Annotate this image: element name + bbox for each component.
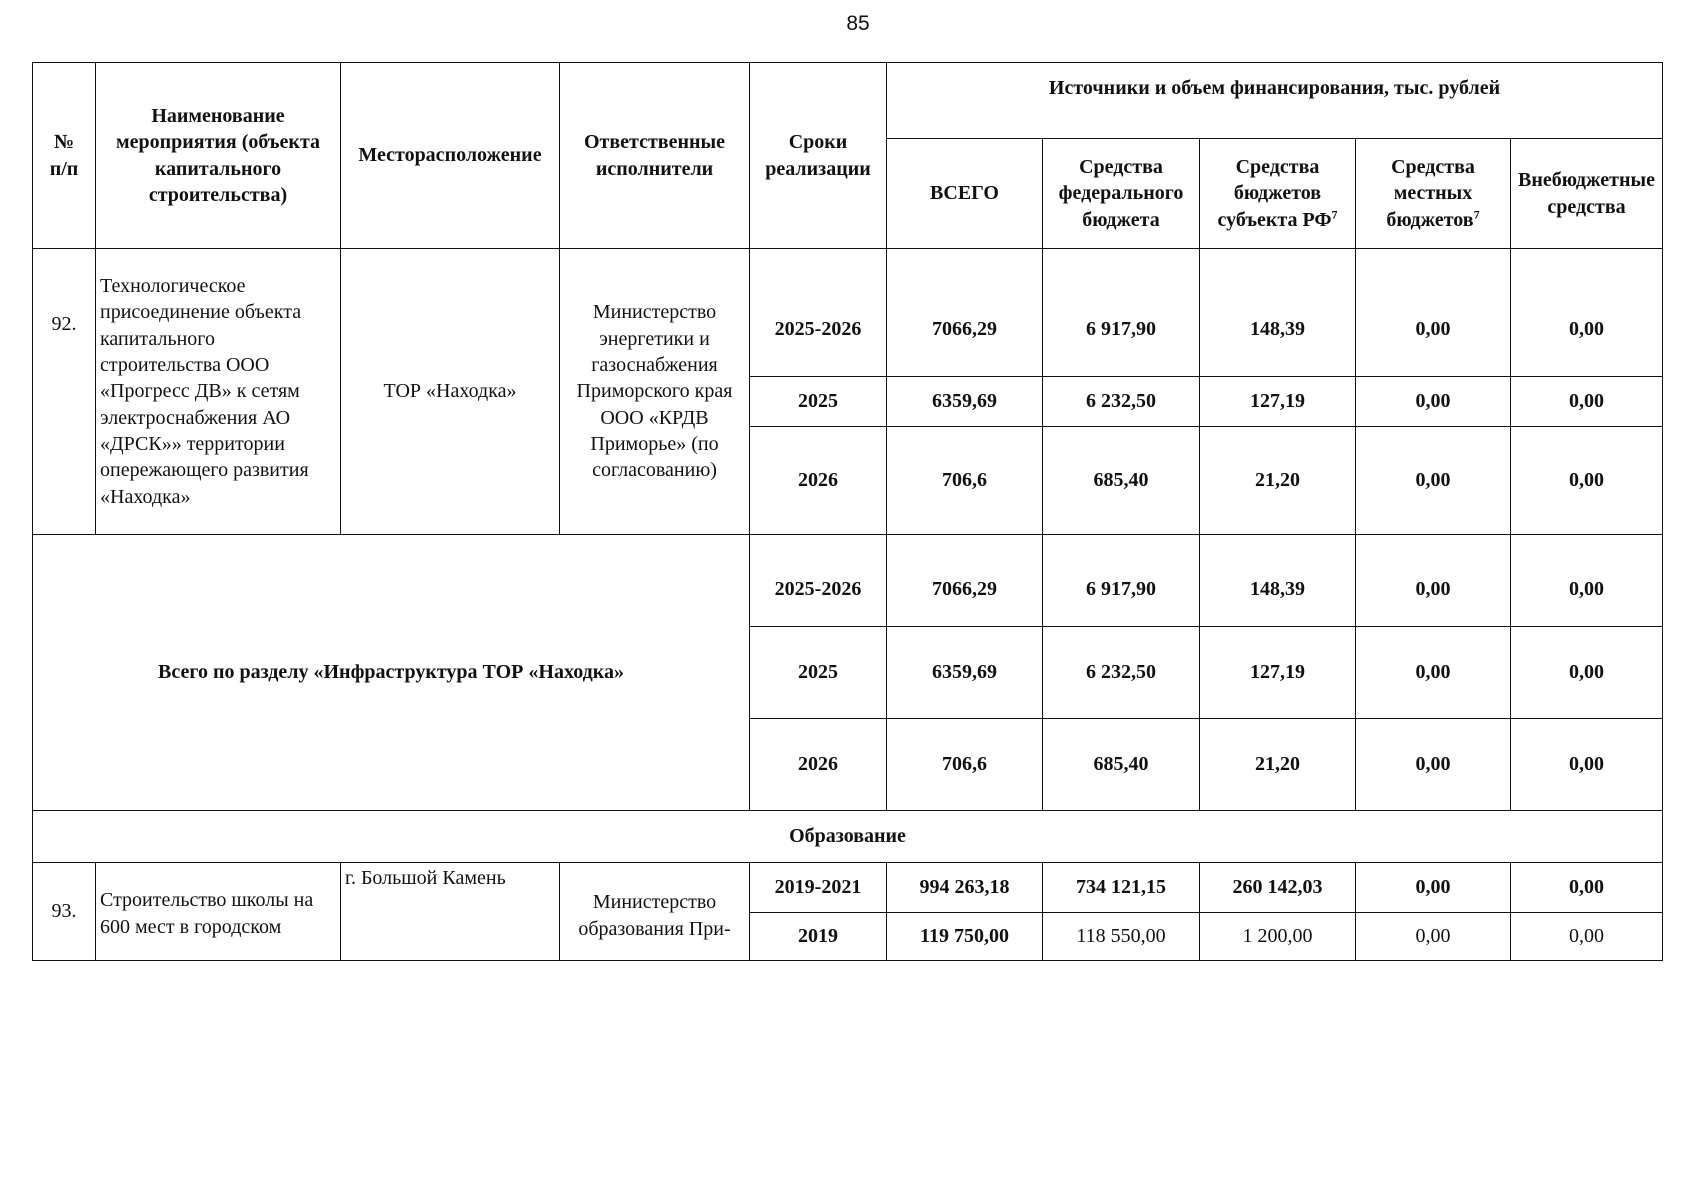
amount-total: 7066,29 — [887, 249, 1043, 377]
header-local — [1356, 139, 1511, 249]
amount-subject: 21,20 — [1200, 719, 1356, 811]
table-row — [33, 863, 1663, 913]
row-number: 92. — [33, 249, 96, 535]
event-location: ТОР «Находка» — [341, 249, 560, 535]
amount-total: 119 750,00 — [887, 913, 1043, 961]
header-local-text: Средства местных бюджетов — [1386, 155, 1475, 231]
amount-federal: 685,40 — [1043, 719, 1200, 811]
amount-local: 0,00 — [1356, 249, 1511, 377]
event-location: г. Большой Камень — [341, 863, 560, 961]
table-row — [33, 249, 1663, 377]
header-num — [33, 63, 96, 249]
event-responsible: Министерство образования При- — [560, 863, 750, 961]
amount-federal: 6 232,50 — [1043, 627, 1200, 719]
event-responsible: Министерство энергетики и газоснабжения Приморского края ООО «КРДВ Приморье» (по согласованию) — [560, 249, 750, 535]
financing-table — [32, 62, 1663, 961]
header-num-line1: № — [53, 131, 75, 154]
page-number: 85 — [846, 12, 870, 35]
section-title-education: Образование — [33, 811, 1663, 863]
header-total: ВСЕГО — [887, 139, 1043, 249]
amount-subject: 1 200,00 — [1200, 913, 1356, 961]
header-financing: Источники и объем финансирования, тыс. рублей — [887, 63, 1663, 139]
table-row — [33, 535, 1663, 627]
amount-federal: 6 232,50 — [1043, 377, 1200, 427]
amount-local: 0,00 — [1356, 377, 1511, 427]
header-extra: Внебюджетные средства — [1511, 139, 1663, 249]
header-subject — [1200, 139, 1356, 249]
header-row-1 — [33, 63, 1663, 139]
header-name: Наименование мероприятия (объекта капитального строительства) — [96, 63, 341, 249]
amount-extra: 0,00 — [1511, 377, 1663, 427]
term: 2025 — [750, 377, 887, 427]
amount-extra: 0,00 — [1511, 627, 1663, 719]
amount-total: 6359,69 — [887, 377, 1043, 427]
amount-local: 0,00 — [1356, 427, 1511, 535]
amount-federal: 6 917,90 — [1043, 535, 1200, 627]
amount-extra: 0,00 — [1511, 427, 1663, 535]
term: 2025-2026 — [750, 535, 887, 627]
amount-extra: 0,00 — [1511, 535, 1663, 627]
amount-extra: 0,00 — [1511, 863, 1663, 913]
amount-federal: 685,40 — [1043, 427, 1200, 535]
amount-extra: 0,00 — [1511, 913, 1663, 961]
event-name: Строительство школы на 600 мест в городском — [96, 863, 341, 961]
amount-subject: 148,39 — [1200, 249, 1356, 377]
amount-subject: 260 142,03 — [1200, 863, 1356, 913]
amount-total: 7066,29 — [887, 535, 1043, 627]
term: 2025 — [750, 627, 887, 719]
amount-total: 706,6 — [887, 719, 1043, 811]
header-terms: Сроки реализации — [750, 63, 887, 249]
amount-subject: 127,19 — [1200, 627, 1356, 719]
term: 2026 — [750, 427, 887, 535]
amount-local: 0,00 — [1356, 719, 1511, 811]
amount-local: 0,00 — [1356, 913, 1511, 961]
header-responsible: Ответственные исполнители — [560, 63, 750, 249]
term: 2019-2021 — [750, 863, 887, 913]
amount-subject: 148,39 — [1200, 535, 1356, 627]
amount-local: 0,00 — [1356, 535, 1511, 627]
amount-local: 0,00 — [1356, 627, 1511, 719]
amount-federal: 734 121,15 — [1043, 863, 1200, 913]
amount-subject: 21,20 — [1200, 427, 1356, 535]
amount-local: 0,00 — [1356, 863, 1511, 913]
footnote-mark: 7 — [1331, 207, 1338, 222]
row-number: 93. — [33, 863, 96, 961]
amount-extra: 0,00 — [1511, 719, 1663, 811]
amount-total: 994 263,18 — [887, 863, 1043, 913]
term: 2025-2026 — [750, 249, 887, 377]
header-num-line2: п/п — [49, 157, 79, 180]
amount-federal: 118 550,00 — [1043, 913, 1200, 961]
section-row — [33, 811, 1663, 863]
header-subject-text: Средства бюджетов субъекта РФ — [1217, 155, 1332, 231]
amount-federal: 6 917,90 — [1043, 249, 1200, 377]
section-total-label: Всего по разделу «Инфраструктура ТОР «Находка» — [33, 535, 750, 811]
amount-extra: 0,00 — [1511, 249, 1663, 377]
footnote-mark: 7 — [1473, 207, 1480, 222]
header-location: Месторасположение — [341, 63, 560, 249]
term: 2026 — [750, 719, 887, 811]
amount-total: 6359,69 — [887, 627, 1043, 719]
amount-subject: 127,19 — [1200, 377, 1356, 427]
header-federal: Средства федерального бюджета — [1043, 139, 1200, 249]
term: 2019 — [750, 913, 887, 961]
amount-total: 706,6 — [887, 427, 1043, 535]
event-name: Технологическое присоединение объекта капитального строительства ООО «Прогресс ДВ» к сетям электроснабжения АО «ДРСК»» территории опережающего развития «Находка» — [96, 249, 341, 535]
